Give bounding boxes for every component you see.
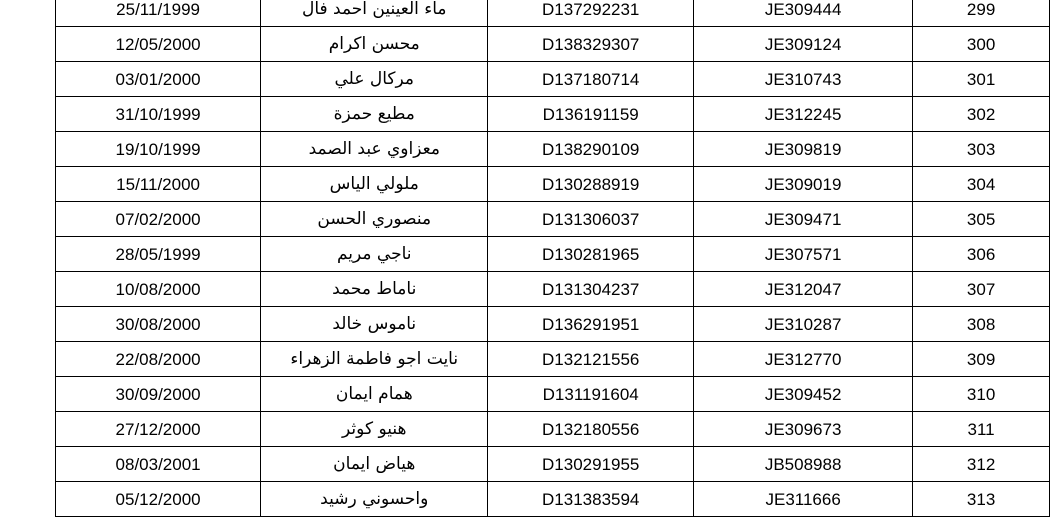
cne-cell: D136191159 xyxy=(488,97,694,132)
table-row xyxy=(56,132,1050,167)
birth-date-cell: 19/10/1999 xyxy=(56,132,261,167)
cne-cell: D130291955 xyxy=(488,447,694,482)
full-name-cell: ناجي مريم xyxy=(261,237,488,272)
table-row xyxy=(56,167,1050,202)
table-row xyxy=(56,97,1050,132)
cne-cell: D138329307 xyxy=(488,27,694,62)
full-name-cell: مطيع حمزة xyxy=(261,97,488,132)
table-row xyxy=(56,377,1050,412)
row-number-cell: 309 xyxy=(913,342,1050,377)
cne-cell: D131191604 xyxy=(488,377,694,412)
birth-date-cell: 28/05/1999 xyxy=(56,237,261,272)
birth-date-cell: 03/01/2000 xyxy=(56,62,261,97)
row-number-cell: 307 xyxy=(913,272,1050,307)
massar-code-cell: JE309673 xyxy=(694,412,913,447)
full-name-cell: ناماط محمد xyxy=(261,272,488,307)
massar-code-cell: JE309444 xyxy=(694,0,913,27)
massar-code-cell: JE309819 xyxy=(694,132,913,167)
massar-code-cell: JE312047 xyxy=(694,272,913,307)
massar-code-cell: JE309019 xyxy=(694,167,913,202)
massar-code-cell: JE310287 xyxy=(694,307,913,342)
birth-date-cell: 27/12/2000 xyxy=(56,412,261,447)
row-number-cell: 300 xyxy=(913,27,1050,62)
cne-cell: D138290109 xyxy=(488,132,694,167)
row-number-cell: 311 xyxy=(913,412,1050,447)
massar-code-cell: JB508988 xyxy=(694,447,913,482)
cne-cell: D132180556 xyxy=(488,412,694,447)
row-number-cell: 299 xyxy=(913,0,1050,27)
row-number-cell: 301 xyxy=(913,62,1050,97)
birth-date-cell: 10/08/2000 xyxy=(56,272,261,307)
full-name-cell: ماء العينين احمد فال xyxy=(261,0,488,27)
full-name-cell: ناموس خالد xyxy=(261,307,488,342)
full-name-cell: مركال علي xyxy=(261,62,488,97)
cne-cell: D130281965 xyxy=(488,237,694,272)
table-row xyxy=(56,62,1050,97)
birth-date-cell: 08/03/2001 xyxy=(56,447,261,482)
cne-cell: D131383594 xyxy=(488,482,694,517)
massar-code-cell: JE309452 xyxy=(694,377,913,412)
massar-code-cell: JE309471 xyxy=(694,202,913,237)
full-name-cell: منصوري الحسن xyxy=(261,202,488,237)
massar-code-cell: JE310743 xyxy=(694,62,913,97)
roster-body xyxy=(56,0,1050,517)
birth-date-cell: 25/11/1999 xyxy=(56,0,261,27)
cne-cell: D131304237 xyxy=(488,272,694,307)
full-name-cell: واحسوني رشيد xyxy=(261,482,488,517)
birth-date-cell: 15/11/2000 xyxy=(56,167,261,202)
student-roster-table xyxy=(55,0,1050,517)
birth-date-cell: 30/09/2000 xyxy=(56,377,261,412)
massar-code-cell: JE311666 xyxy=(694,482,913,517)
table-row xyxy=(56,237,1050,272)
cne-cell: D131306037 xyxy=(488,202,694,237)
massar-code-cell: JE312245 xyxy=(694,97,913,132)
birth-date-cell: 07/02/2000 xyxy=(56,202,261,237)
massar-code-cell: JE307571 xyxy=(694,237,913,272)
table-row xyxy=(56,27,1050,62)
row-number-cell: 308 xyxy=(913,307,1050,342)
table-row xyxy=(56,412,1050,447)
full-name-cell: نايت اجو فاطمة الزهراء xyxy=(261,342,488,377)
full-name-cell: هياض ايمان xyxy=(261,447,488,482)
row-number-cell: 302 xyxy=(913,97,1050,132)
cne-cell: D137292231 xyxy=(488,0,694,27)
cne-cell: D132121556 xyxy=(488,342,694,377)
table-row xyxy=(56,307,1050,342)
massar-code-cell: JE309124 xyxy=(694,27,913,62)
table-row xyxy=(56,482,1050,517)
table-row xyxy=(56,0,1050,27)
full-name-cell: معزاوي عبد الصمد xyxy=(261,132,488,167)
cne-cell: D137180714 xyxy=(488,62,694,97)
birth-date-cell: 12/05/2000 xyxy=(56,27,261,62)
full-name-cell: همام ايمان xyxy=(261,377,488,412)
massar-code-cell: JE312770 xyxy=(694,342,913,377)
row-number-cell: 313 xyxy=(913,482,1050,517)
cne-cell: D136291951 xyxy=(488,307,694,342)
full-name-cell: ملولي الياس xyxy=(261,167,488,202)
table-row xyxy=(56,272,1050,307)
birth-date-cell: 31/10/1999 xyxy=(56,97,261,132)
full-name-cell: محسن اكرام xyxy=(261,27,488,62)
birth-date-cell: 30/08/2000 xyxy=(56,307,261,342)
row-number-cell: 303 xyxy=(913,132,1050,167)
row-number-cell: 312 xyxy=(913,447,1050,482)
row-number-cell: 304 xyxy=(913,167,1050,202)
table-row xyxy=(56,447,1050,482)
row-number-cell: 305 xyxy=(913,202,1050,237)
birth-date-cell: 05/12/2000 xyxy=(56,482,261,517)
row-number-cell: 306 xyxy=(913,237,1050,272)
cne-cell: D130288919 xyxy=(488,167,694,202)
table-row xyxy=(56,202,1050,237)
birth-date-cell: 22/08/2000 xyxy=(56,342,261,377)
row-number-cell: 310 xyxy=(913,377,1050,412)
full-name-cell: هنيو كوثر xyxy=(261,412,488,447)
table-row xyxy=(56,342,1050,377)
